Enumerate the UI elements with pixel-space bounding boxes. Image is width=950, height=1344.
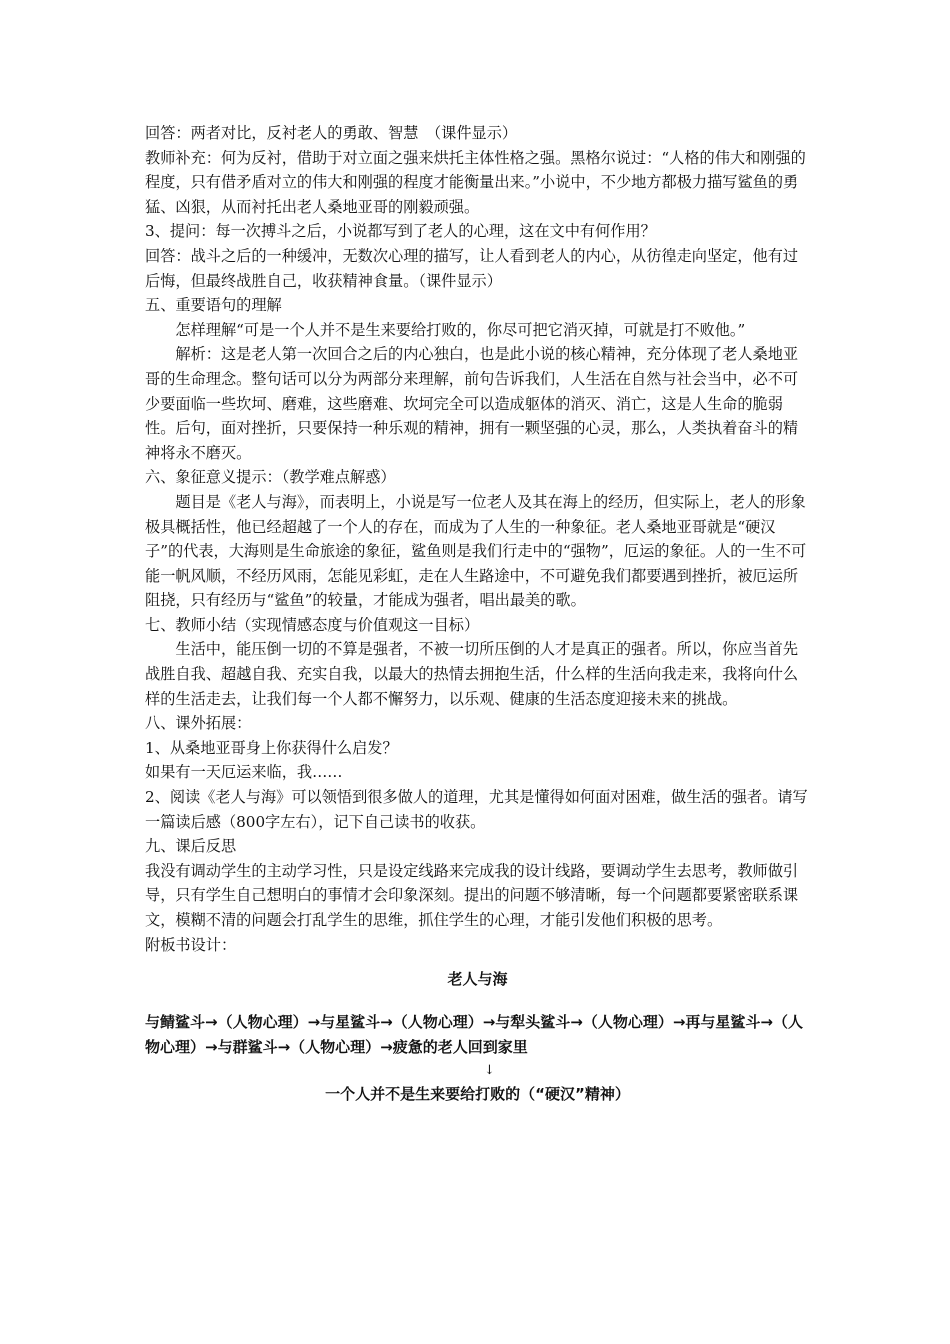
board-flow: 与鲭鲨斗→（人物心理）→与星鲨斗→（人物心理）→与犁头鲨斗→（人物心理）→再与星鲨斗→（人物心理）→与群鲨斗→（人物心理）→疲惫的老人回到家里 (145, 1012, 803, 1056)
section-5-heading: 五、重要语句的理解 (145, 296, 282, 315)
reflection-paragraph: 我没有调动学生的主动学习性，只是设定线路来完成我的设计线路，要调动学生去思考，教师做引导，只有学生自己想明白的事情才会印象深刻。提出的问题不够清晰，每一个问题都要紧密联系课文，模糊不清的问题会打乱学生的思维，抓住学生的心理，才能引发他们积极的思考。 (145, 861, 799, 929)
teacher-supplement-paragraph: 教师补充：何为反衬，借助于对立面之强来烘托主体性格之强。黑格尔说过：“人格的伟大和刚强的程度，只有借矛盾对立的伟大和刚强的程度才能衡量出来。”小说中，不少地方都极力描写鲨鱼的勇猛、凶狠，从而衬托出老人桑地亚哥的刚毅顽强。 (145, 148, 806, 216)
symbolism-paragraph: 题目是《老人与海》，而表明上，小说是写一位老人及其在海上的经历，但实际上，老人的形象极具概括性，他已经超越了一个人的存在，而成为了人生的一种象征。老人桑地亚哥就是“硬汉子”的代表，大海则是生命旅途的象征，鲨鱼则是我们行走中的“强物”，厄运的象征。人的一生不可能一帆风顺，不经历风雨，怎能见彩虹，走在人生路途中，不可避免我们都要遇到挫折，被厄运所阻挠，只有经历与“鲨鱼”的较量，才能成为强者，唱出最美的歌。 (145, 492, 807, 610)
key-sentence-question: 怎样理解“可是一个人并不是生来要给打败的，你尽可把它消灭掉，可就是打不败他。” (175, 320, 746, 339)
board-design-label: 附板书设计： (145, 935, 237, 954)
section-9-heading: 九、课后反思 (145, 837, 237, 856)
extension-item-1: 1、从桑地亚哥身上你获得什么启发？ (145, 738, 398, 757)
section-7-heading: 七、教师小结（实现情感态度与价值观这一目标） (145, 615, 480, 634)
board-conclusion: 一个人并不是生来要给打败的（“硬汉”精神） (325, 1084, 630, 1103)
answer-paragraph-1: 回答：两者对比，反衬老人的勇敢、智慧 （课件显示） (145, 124, 518, 142)
extension-item-1-prompt: 如果有一天厄运来临，我…… (145, 763, 343, 782)
down-arrow-icon: ↓ (484, 1062, 495, 1078)
section-8-heading: 八、课外拓展： (145, 714, 252, 733)
summary-paragraph: 生活中，能压倒一切的不算是强者，不被一切所压倒的人才是真正的强者。所以，你应当首先战胜自我、超越自我、充实自我，以最大的热情去拥抱生活，什么样的生活向我走来，我将向什么样的生活走去，让我们每一个人都不懈努力，以乐观、健康的生活态度迎接未来的挑战。 (145, 640, 799, 708)
section-6-heading: 六、象征意义提示：（教学难点解惑） (145, 468, 396, 487)
board-title: 老人与海 (447, 970, 508, 989)
document-page (145, 121, 810, 1107)
answer-paragraph-2: 回答：战斗之后的一种缓冲，无数次心理的描写，让人看到老人的内心，从彷徨走向坚定，他有过后悔，但最终战胜自己，收获精神食量。（课件显示） (145, 246, 799, 290)
analysis-paragraph: 解析：这是老人第一次回合之后的内心独白，也是此小说的核心精神，充分体现了老人桑地亚哥的生命理念。整句话可以分为两部分来理解，前句告诉我们，人生活在自然与社会当中，必不可少要面临一些坎坷、磨难，这些磨难、坎坷完全可以造成躯体的消灭、消亡，这是人生命的脆弱性。后句，面对挫折，只要保持一种乐观的精神，拥有一颗坚强的心灵，那么，人类执着奋斗的精神将永不磨灭。 (145, 345, 799, 462)
extension-item-2: 2、阅读《老人与海》可以领悟到很多做人的道理，尤其是懂得如何面对困难，做生活的强者。请写一篇读后感（800字左右），记下自己读书的收获。 (145, 788, 808, 831)
question-3: 3、提问：每一次搏斗之后，小说都写到了老人的心理，这在文中有何作用？ (145, 222, 656, 241)
